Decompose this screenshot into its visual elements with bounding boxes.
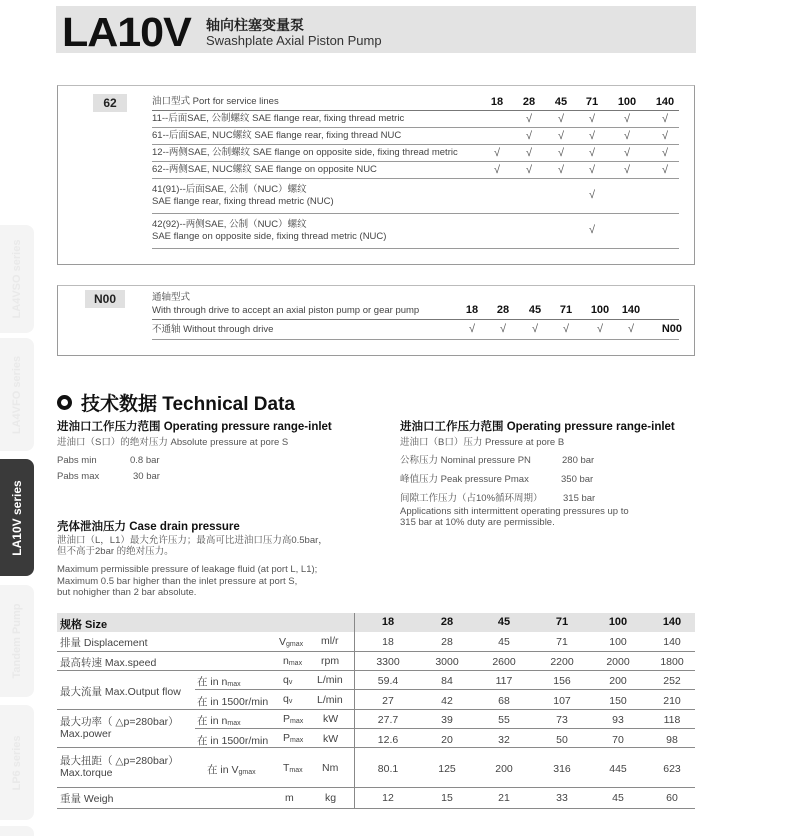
inlet-heading: 进油口工作压力范围 Operating pressure range-inlet [57,421,332,433]
port-row-62: 62--两侧SAE, NUC螺纹 SAE flange on opposite NUC √ √ √ √ √ √ [152,162,679,179]
case-drain-en-1: Maximum permissible pressure of leakage fluid (at port L, L1); [57,564,318,575]
bullet-circle-icon [57,395,72,410]
intermittent-note-1: Applications sith intermittent operating pressures up to [400,506,629,517]
side-tab-more[interactable] [0,826,34,836]
nominal-pressure-label: 公称压力 Nominal pressure PN [400,455,531,466]
section-title-technical-data: 技术数据 Technical Data [57,389,295,416]
port-row-42: 42(92)--两侧SAE, 公制（NUC）螺纹 SAE flange on opposite side, fixing thread metric (NUC) √ [152,214,679,249]
spec-header-label: 规格 Size [60,619,108,631]
case-drain-en-3: but nohigher than 2 bar absolute. [57,587,197,598]
through-drive-table [152,290,682,340]
case-drain-heading: 壳体泄油压力 Case drain pressure [57,521,240,533]
peak-pressure-value: 350 bar [561,474,594,485]
case-drain-cn-1: 泄油口（L，L1）最大允许压力；最高可比进油口压力高0.5bar， [57,535,328,546]
port-header-row: 油口型式 Port for service lines 18 28 45 71 100 140 [152,94,679,111]
intermittent-pressure-label: 间隙工作压力（占10%循环周期） [400,493,543,504]
port-options-table [152,94,679,249]
outlet-desc: 进油口（B口）压力 Pressure at pore B [400,437,565,448]
port-code-badge: 62 [93,94,127,112]
port-options-box [57,85,695,265]
intermittent-pressure-value: 315 bar [563,493,596,504]
port-row-41: 41(91)--后面SAE, 公制（NUC）螺纹 SAE flange rear, fixing thread metric (NUC) √ [152,179,679,214]
intermittent-note-2: 315 bar at 10% duty are permissible. [400,517,555,528]
port-row-61: 61--后面SAE, NUC螺纹 SAE flange rear, fixing thread NUC √ √ √ √ √ [152,128,679,145]
outlet-heading: 进油口工作压力范围 Operating pressure range-inlet [400,421,675,433]
nominal-pressure-value: 280 bar [562,455,595,466]
inlet-desc: 进油口（S口）的绝对压力 Absolute pressure at pore S [57,437,289,448]
through-drive-code-badge: N00 [85,290,125,308]
title-english: Swashplate Axial Piston Pump [206,33,382,48]
side-tab-la4vso[interactable]: LA4VSO series [0,225,34,333]
port-row-11: 11--后面SAE, 公制螺纹 SAE flange rear, fixing thread metric √ √ √ √ √ [152,111,679,128]
through-drive-box [57,285,695,356]
through-drive-header-row: 通轴型式 With through drive to accept an axial piston pump or gear pump 18 28 45 71 100 140 [152,290,679,320]
through-drive-row-n00: 不通轴 Without through drive √ √ √ √ √ √ N00 [152,320,679,340]
peak-pressure-label: 峰值压力 Peak pressure Pmax [400,474,529,485]
port-row-12: 12--两侧SAE, 公制螺纹 SAE flange on opposite side, fixing thread metric √ √ √ √ √ √ [152,145,679,162]
side-tab-lp6[interactable]: LP6 series [0,705,34,820]
case-drain-cn-2: 但不高于2bar 的绝对压力。 [57,546,174,557]
case-drain-en-2: Maximum 0.5 bar higher than the inlet pressure at port S, [57,576,298,587]
pabs-max-label: Pabs max [57,471,100,482]
pabs-min-label: Pabs min [57,455,97,466]
header-banner [56,6,696,53]
pabs-min-value: 0.8 bar [130,455,160,466]
model-title: LA10V [62,9,191,55]
side-tab-la10v[interactable]: LA10V series [0,459,34,576]
pabs-max-value: 30 bar [133,471,160,482]
side-tab-la4vfo[interactable]: LA4VFO series [0,338,34,451]
side-tab-tandem-pump[interactable]: Tandem Pump [0,585,34,697]
title-chinese: 轴向柱塞变量泵 [206,17,304,33]
